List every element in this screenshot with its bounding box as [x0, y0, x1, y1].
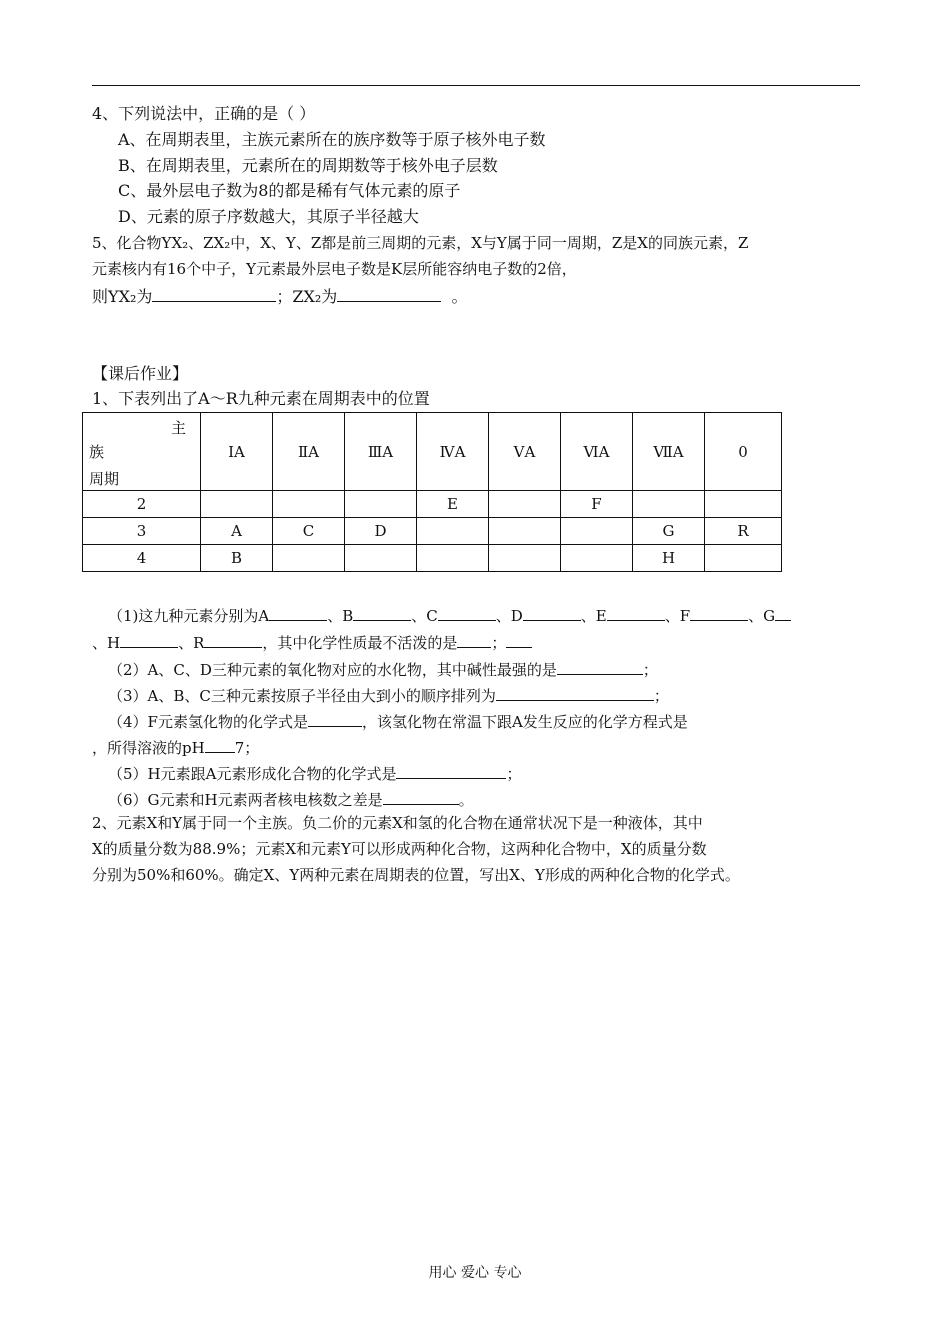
element-cell: F: [561, 491, 633, 518]
table-row: [83, 518, 782, 545]
element-cell: R: [705, 518, 782, 545]
q4-option-d: D、元素的原子序数越大，其原子半径越大: [118, 207, 419, 226]
element-cell: [417, 545, 489, 572]
element-cell: [345, 491, 417, 518]
answer-blank[interactable]: [205, 736, 235, 753]
sub5-line: [108, 762, 521, 784]
group-header: ⅣA: [417, 413, 489, 491]
answer-blank[interactable]: [396, 762, 506, 779]
answer-blank[interactable]: [496, 684, 654, 701]
answer-blank[interactable]: [457, 631, 491, 648]
element-cell: [489, 545, 561, 572]
sub1-text: ，其中化学性质最不活泼的是: [262, 634, 458, 652]
group-header: ⅥA: [561, 413, 633, 491]
sub4-line2: [92, 736, 259, 758]
q4-stem: 4、下列说法中，正确的是（ ）: [92, 104, 316, 123]
q5-line2: 元素核内有16个中子，Y元素最外层电子数是K层所能容纳电子数的2倍，: [92, 260, 577, 278]
sub1-text: 、R: [178, 634, 205, 652]
q5-line1: 5、化合物YX₂、ZX₂中，X、Y、Z都是前三周期的元素，X与Y属于同一周期，Z是X的同族元素，Z: [92, 234, 749, 252]
answer-blank[interactable]: [383, 788, 459, 805]
element-cell: C: [273, 518, 345, 545]
element-cell: H: [633, 545, 705, 572]
sub1-line1: [108, 604, 791, 626]
element-cell: [705, 491, 782, 518]
q2-line3: 分别为50%和60%。确定X、Y两种元素在周期表的位置，写出X、Y形成的两种化合物的化学式。: [92, 866, 740, 884]
element-cell: [273, 491, 345, 518]
element-cell: E: [417, 491, 489, 518]
sub1-text: 、E: [580, 607, 607, 625]
answer-blank[interactable]: [308, 710, 362, 727]
homework-title: 【课后作业】: [92, 364, 189, 383]
answer-blank[interactable]: [607, 604, 665, 621]
table-row: [83, 491, 782, 518]
sub5-text: ；: [506, 765, 522, 783]
sub1-text: 、B: [327, 607, 354, 625]
answer-blank[interactable]: [506, 631, 532, 648]
q5-line3: [92, 285, 468, 307]
page-footer: 用心 爱心 专心: [428, 1265, 522, 1281]
group-header: ⅡA: [273, 413, 345, 491]
element-cell: [489, 518, 561, 545]
element-cell: [705, 545, 782, 572]
answer-blank[interactable]: [438, 604, 496, 621]
homework-q1-stem: 1、下表列出了A～R九种元素在周期表中的位置: [92, 389, 430, 408]
answer-blank[interactable]: [204, 631, 262, 648]
sub2-text: （2）A、C、D三种元素的氧化物对应的水化物，其中碱性最强的是: [108, 661, 557, 679]
sub4-text: ，所得溶液的pH: [92, 739, 205, 757]
table-row: [83, 545, 782, 572]
answer-blank[interactable]: [120, 631, 178, 648]
table-corner-cell: [83, 413, 201, 491]
sub1-text: （1)这九种元素分别为A: [108, 607, 270, 625]
group-header: 0: [705, 413, 782, 491]
sub2-line: [108, 658, 658, 680]
sub1-text: 、D: [495, 607, 523, 625]
element-cell: A: [201, 518, 273, 545]
sub6-text: 。: [458, 791, 474, 809]
element-cell: [417, 518, 489, 545]
top-rule: [92, 85, 860, 86]
sub4-text: （4）F元素氢化物的化学式是: [108, 713, 308, 731]
group-header: ⅤA: [489, 413, 561, 491]
group-header: ⅠA: [201, 413, 273, 491]
sub1-text: 、F: [664, 607, 691, 625]
element-cell: [273, 545, 345, 572]
sub6-text: （6）G元素和H元素两者核电核数之差是: [108, 791, 383, 809]
periodic-table: [82, 412, 782, 572]
element-cell: [201, 491, 273, 518]
sub3-text: ；: [653, 687, 669, 705]
corner-label-period: 周期: [89, 470, 120, 488]
element-cell: [489, 491, 561, 518]
sub3-line: [108, 684, 669, 706]
sub1-text: 、C: [411, 607, 438, 625]
element-cell: [561, 518, 633, 545]
sub5-text: （5）H元素跟A元素形成化合物的化学式是: [108, 765, 397, 783]
sub1-text: ；: [491, 634, 507, 652]
period-cell: 2: [83, 491, 201, 518]
q5-text-c: 。: [451, 287, 468, 306]
q4-option-b: B、在周期表里，元素所在的周期数等于核外电子层数: [118, 156, 498, 175]
period-cell: 3: [83, 518, 201, 545]
sub1-line2: [92, 631, 532, 653]
answer-blank[interactable]: [690, 604, 748, 621]
answer-blank[interactable]: [152, 285, 276, 302]
sub1-text: 、G: [748, 607, 776, 625]
answer-blank[interactable]: [557, 658, 643, 675]
q2-line2: X的质量分数为88.9%；元素X和元素Y可以形成两种化合物，这两种化合物中，X的质量分数: [92, 840, 707, 858]
sub6-line: [108, 788, 474, 810]
answer-blank[interactable]: [523, 604, 581, 621]
sub4-line1: [108, 710, 688, 732]
sub3-text: （3）A、B、C三种元素按原子半径由大到小的顺序排列为: [108, 687, 496, 705]
element-cell: [345, 545, 417, 572]
q5-text-a: 则YX₂为: [92, 287, 153, 306]
answer-blank[interactable]: [353, 604, 411, 621]
sub4-text: 7；: [234, 739, 260, 757]
element-cell: [561, 545, 633, 572]
group-header: ⅢA: [345, 413, 417, 491]
corner-label-main: 主: [170, 419, 186, 437]
answer-blank[interactable]: [775, 604, 791, 621]
element-cell: [633, 491, 705, 518]
element-cell: D: [345, 518, 417, 545]
element-cell: G: [633, 518, 705, 545]
group-header: ⅦA: [633, 413, 705, 491]
q2-line1: 2、元素X和Y属于同一个主族。负二价的元素X和氢的化合物在通常状况下是一种液体，其中: [92, 814, 703, 832]
element-cell: B: [201, 545, 273, 572]
q4-option-c: C、最外层电子数为8的都是稀有气体元素的原子: [118, 181, 461, 200]
period-cell: 4: [83, 545, 201, 572]
q4-option-a: A、在周期表里，主族元素所在的族序数等于原子核外电子数: [118, 130, 546, 149]
answer-blank[interactable]: [269, 604, 327, 621]
corner-label-group: 族: [89, 443, 105, 461]
sub4-text: ，该氢化物在常温下跟A发生反应的化学方程式是: [361, 713, 688, 731]
sub1-text: 、H: [92, 634, 121, 652]
q5-text-b: ；ZX₂为: [276, 287, 338, 306]
sub2-text: ；: [642, 661, 658, 679]
answer-blank[interactable]: [337, 285, 441, 302]
